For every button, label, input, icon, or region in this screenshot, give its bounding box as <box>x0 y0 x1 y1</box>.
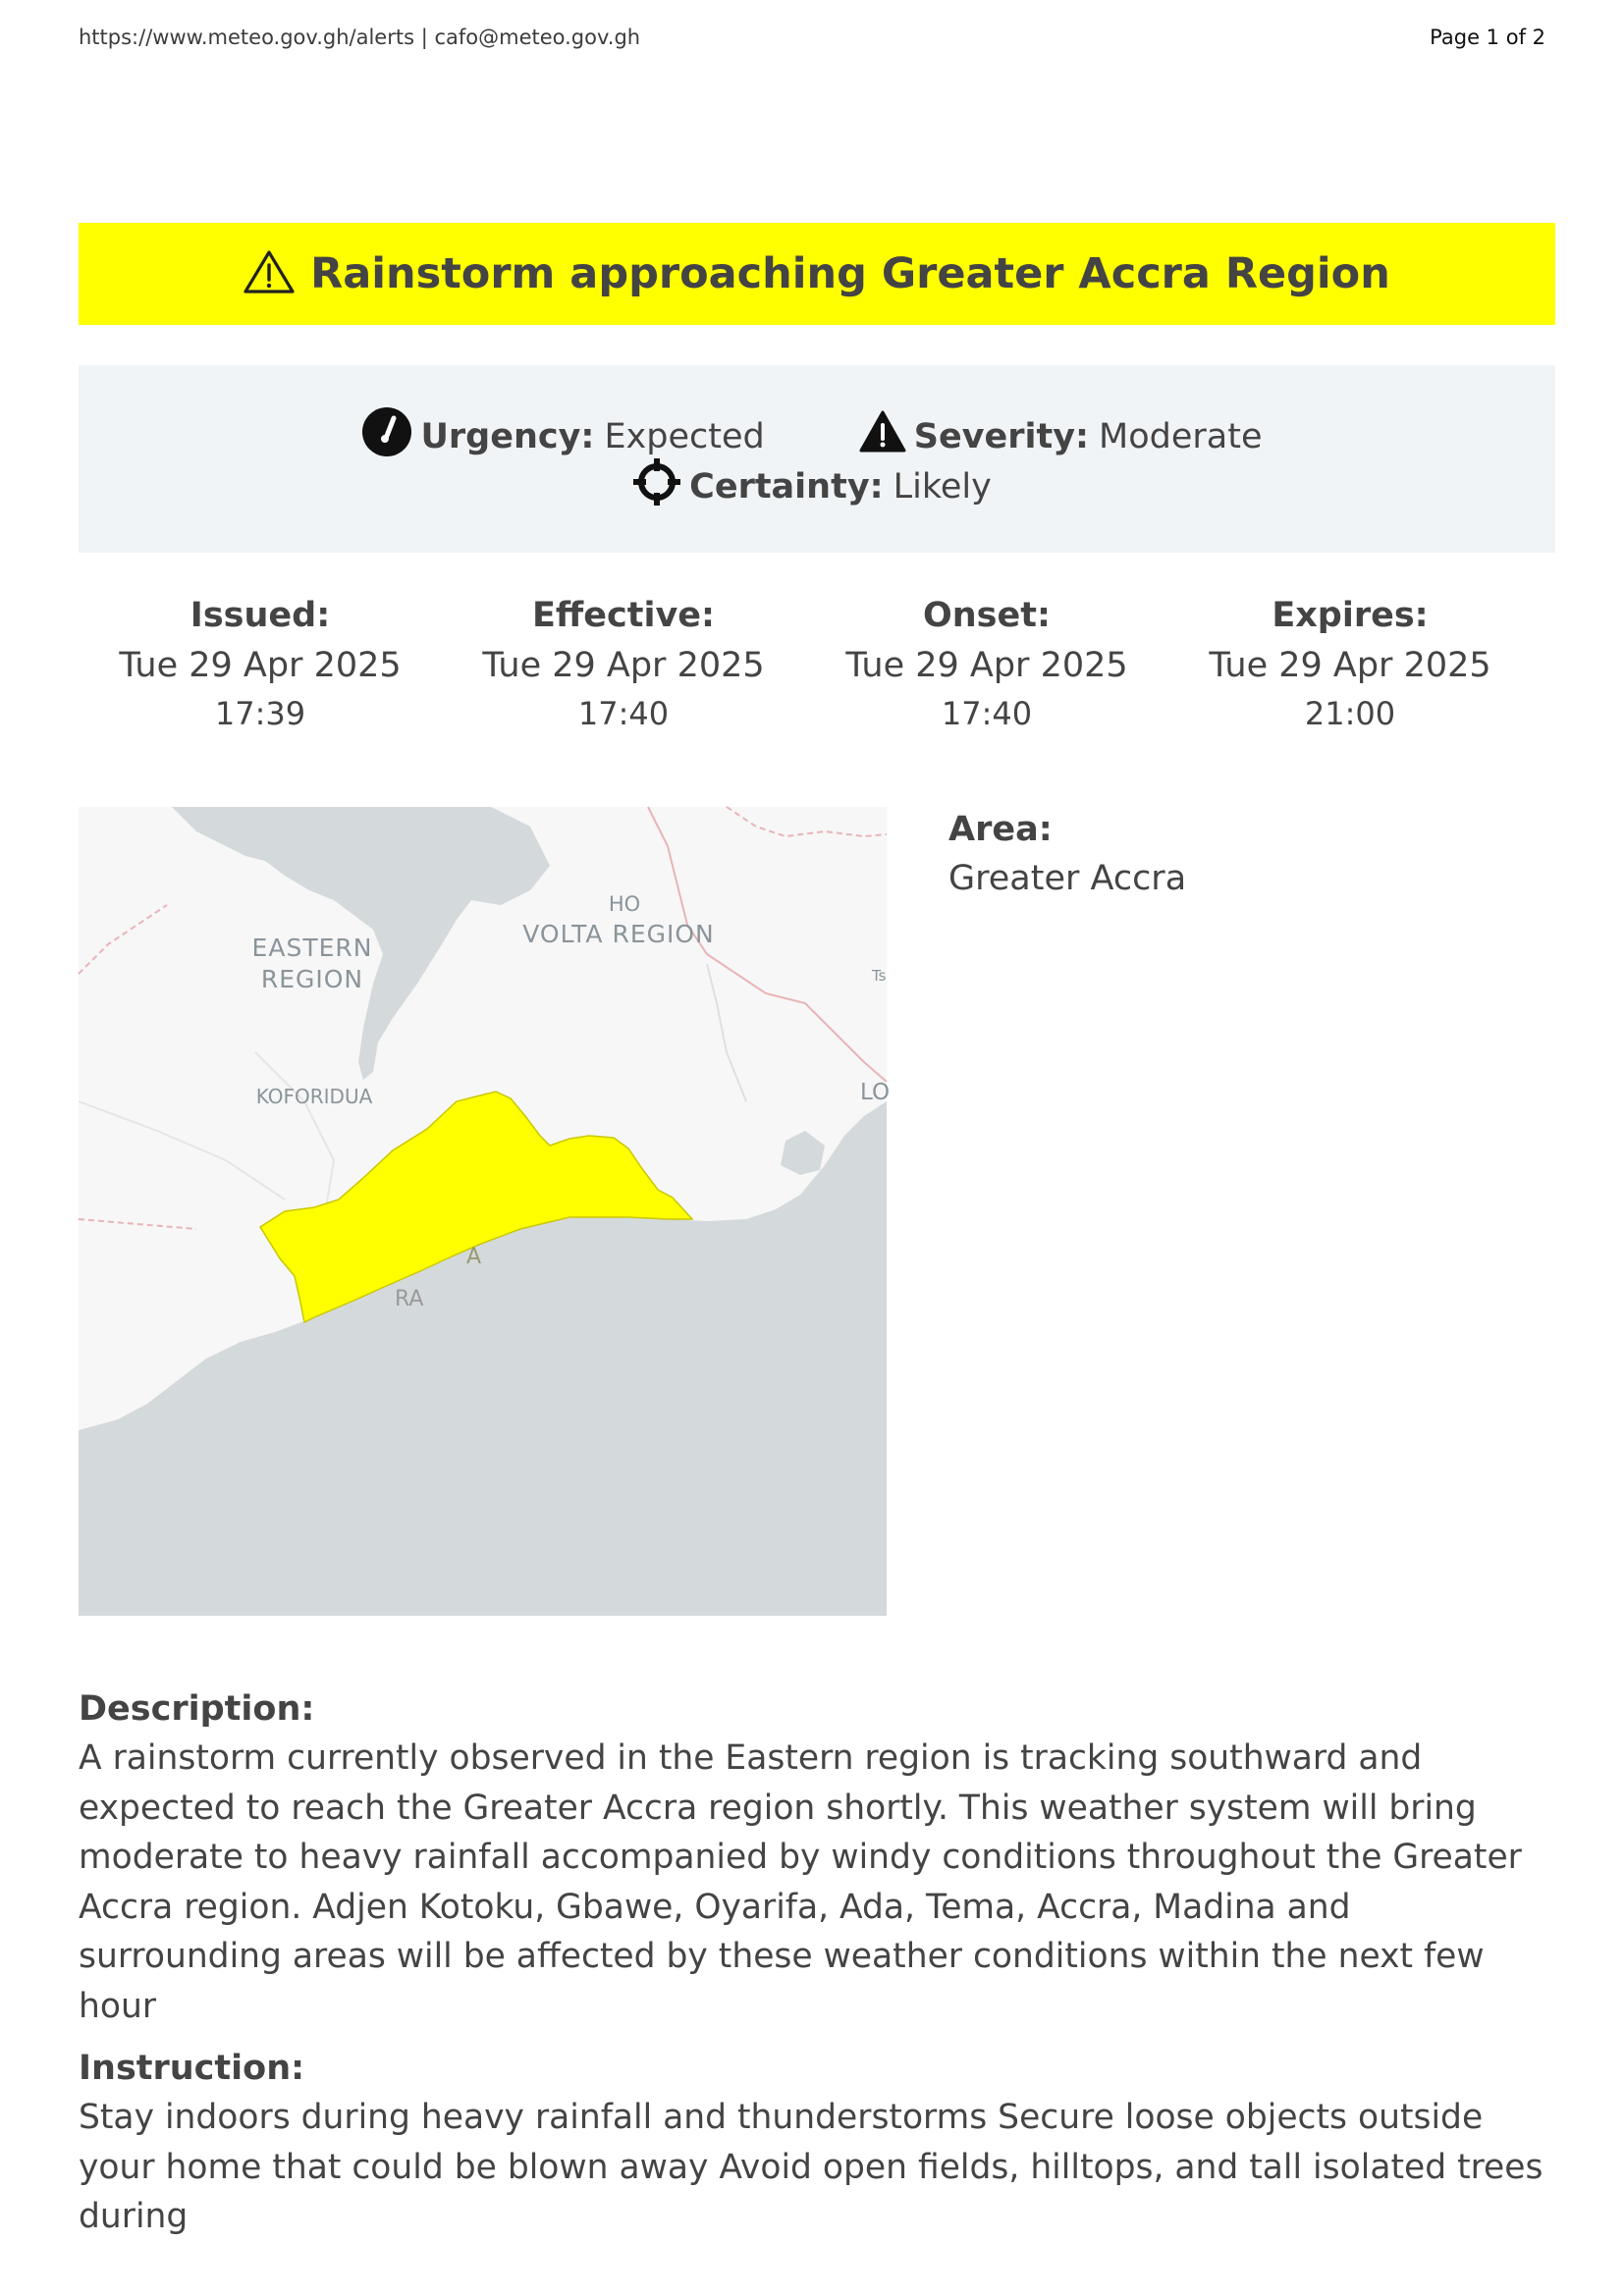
urgency-value: Expected <box>604 416 765 456</box>
time-clock: 21:00 <box>1304 695 1396 732</box>
page-number: Page 1 of 2 <box>1430 26 1545 49</box>
map-label-eastern-2: REGION <box>260 965 364 993</box>
time-expires <box>1168 591 1532 736</box>
map-label-ho: HO <box>608 892 641 916</box>
description-section <box>79 1684 1555 2031</box>
severity-warning-icon <box>859 410 906 462</box>
certainty-value: Likely <box>893 466 992 507</box>
time-issued <box>79 591 442 736</box>
alert-times <box>79 591 1532 736</box>
alert-title: Rainstorm approaching Greater Accra Region <box>310 249 1390 298</box>
time-label: Expires: <box>1272 596 1429 635</box>
map-label-ra: RA <box>395 1287 424 1311</box>
area-value: Greater Accra <box>948 859 1187 898</box>
crosshair-icon <box>632 457 681 515</box>
certainty <box>632 457 992 515</box>
area-block <box>948 805 1186 903</box>
time-label: Issued: <box>189 596 331 635</box>
certainty-label: Certainty: <box>689 466 884 507</box>
instruction-text: Stay indoors during heavy rainfall and thunderstorms Secure loose objects outside your home that could be blown away Avoid open fields, hilltops, and tall isolated trees during <box>79 2098 1543 2236</box>
time-onset <box>805 591 1168 736</box>
description-text: A rainstorm currently observed in the Eastern region is tracking southward and expected to reach the Greater Accra region shortly. This weather system will bring moderate to heavy rainfall accompanied by windy conditions throughout the Greater Accra region. Adjen Kotoku, Gbawe, Oyarifa, Ada, Tema, Accra, Madina and surrounding areas will be affected by these weather conditions within the next few hour <box>79 1738 1522 2026</box>
instruction-label: Instruction: <box>79 2049 305 2088</box>
time-clock: 17:40 <box>941 695 1033 732</box>
map-label-volta: VOLTA REGION <box>522 920 715 948</box>
area-label: Area: <box>948 810 1053 849</box>
time-label: Onset: <box>923 596 1051 635</box>
source-link[interactable]: https://www.meteo.gov.gh/alerts | cafo@meteo.gov.gh <box>79 26 641 49</box>
time-date: Tue 29 Apr 2025 <box>482 646 765 685</box>
alert-area-map <box>79 807 891 1616</box>
map-label-eastern-1: EASTERN <box>251 934 373 962</box>
map-label-ts: Ts <box>872 967 887 985</box>
time-label: Effective: <box>531 596 716 635</box>
time-date: Tue 29 Apr 2025 <box>119 646 402 685</box>
time-effective <box>442 591 805 736</box>
time-clock: 17:40 <box>577 695 670 732</box>
description-label: Description: <box>79 1689 315 1729</box>
time-clock: 17:39 <box>214 695 306 732</box>
time-date: Tue 29 Apr 2025 <box>1209 646 1491 685</box>
map-label-lo: LO <box>860 1080 891 1105</box>
severity-label: Severity: <box>913 416 1090 456</box>
severity-value: Moderate <box>1099 416 1263 456</box>
map-graphic <box>79 807 891 1616</box>
warning-triangle-icon <box>244 249 295 298</box>
urgency-label: Urgency: <box>420 416 595 456</box>
time-date: Tue 29 Apr 2025 <box>845 646 1128 685</box>
instruction-section <box>79 2044 1555 2242</box>
meta-row-2 <box>0 457 1624 515</box>
map-label-koforidua: KOFORIDUA <box>255 1085 373 1108</box>
alert-banner <box>79 223 1555 325</box>
map-label-a: A <box>466 1245 482 1269</box>
page-header <box>79 26 1545 53</box>
severity <box>859 410 1263 462</box>
